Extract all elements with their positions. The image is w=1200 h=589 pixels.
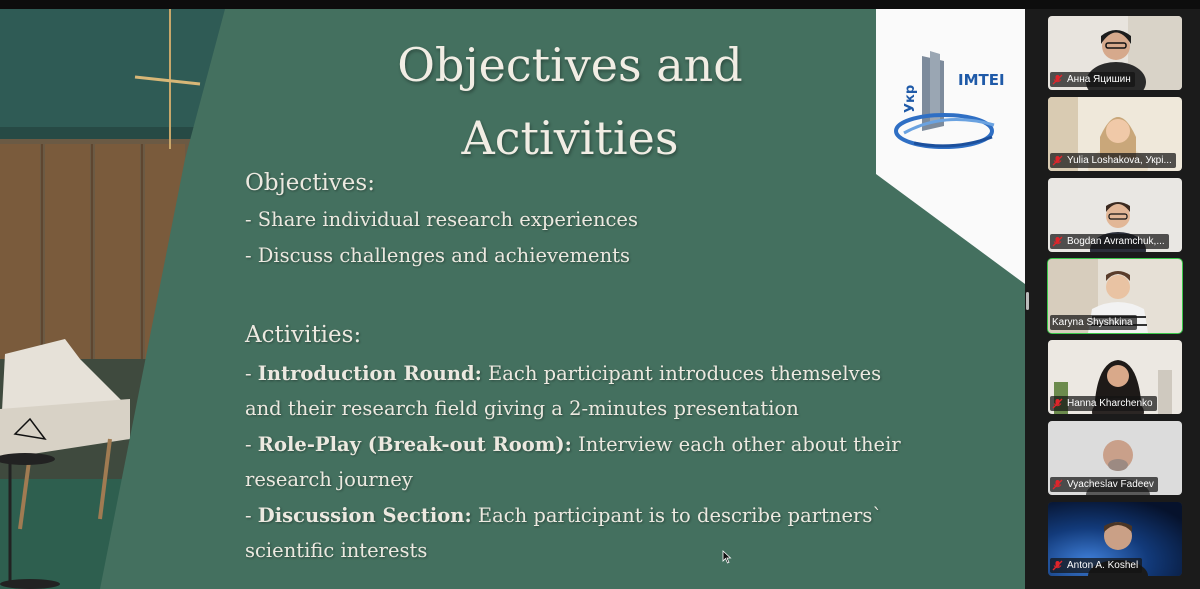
activity-bold-label: Role-Play (Break-out Room): bbox=[257, 433, 572, 456]
microphone-muted-icon bbox=[1052, 74, 1063, 85]
slide-title-line-1: Objectives and bbox=[397, 38, 743, 92]
activity-text: Each participant introduces themselves bbox=[481, 362, 882, 385]
participant-name-bar bbox=[1050, 396, 1157, 411]
activity-item bbox=[245, 362, 881, 385]
objective-item: - Share individual research experiences bbox=[245, 208, 638, 231]
microphone-muted-icon bbox=[1052, 236, 1063, 247]
participant-tile[interactable] bbox=[1048, 502, 1182, 576]
participant-name: Bogdan Avramchuk,... bbox=[1067, 236, 1165, 247]
participant-name: Анна Яцишин bbox=[1067, 74, 1131, 85]
participant-tile[interactable] bbox=[1048, 421, 1182, 495]
gallery-scrollbar[interactable] bbox=[1026, 292, 1029, 310]
bullet-dash: - bbox=[245, 504, 258, 527]
slide-title-line-2: Activities bbox=[461, 111, 679, 165]
activity-bold-label: Discussion Section: bbox=[257, 504, 472, 527]
participant-tile-active-speaker[interactable] bbox=[1048, 259, 1182, 333]
participant-name: Yulia Loshakova, Укрі... bbox=[1067, 155, 1172, 166]
window-top-bar bbox=[0, 0, 1200, 9]
participant-tile[interactable] bbox=[1048, 178, 1182, 252]
objectives-heading: Objectives: bbox=[245, 170, 375, 196]
participant-name-bar bbox=[1050, 234, 1169, 249]
activities-heading: Activities: bbox=[245, 322, 362, 348]
participant-name: Karyna Shyshkina bbox=[1052, 317, 1133, 328]
microphone-muted-icon bbox=[1052, 155, 1063, 166]
microphone-muted-icon bbox=[1052, 560, 1063, 571]
imtei-logo-icon bbox=[894, 51, 1014, 166]
activity-item bbox=[245, 433, 901, 456]
participant-name-bar bbox=[1050, 153, 1176, 168]
svg-text:Укр: Укр bbox=[903, 84, 918, 113]
microphone-muted-icon bbox=[1052, 479, 1063, 490]
bullet-dash: - bbox=[245, 362, 258, 385]
participant-name: Anton A. Koshel bbox=[1067, 560, 1139, 571]
shared-screen-slide bbox=[0, 9, 1025, 589]
activity-text: Each participant is to describe partners` bbox=[471, 504, 883, 527]
participant-tile[interactable] bbox=[1048, 16, 1182, 90]
mouse-cursor-icon bbox=[722, 550, 732, 564]
participant-name: Vyacheslav Fadeev bbox=[1067, 479, 1154, 490]
objective-item: - Discuss challenges and achievements bbox=[245, 244, 631, 267]
activity-continuation: research journey bbox=[245, 468, 413, 491]
participant-name-bar bbox=[1050, 72, 1135, 87]
activity-continuation: scientific interests bbox=[245, 539, 428, 562]
participant-tile[interactable] bbox=[1048, 97, 1182, 171]
activity-bold-label: Introduction Round: bbox=[257, 362, 482, 385]
activity-item bbox=[245, 504, 882, 527]
participant-name: Hanna Kharchenko bbox=[1067, 398, 1153, 409]
participant-name-bar bbox=[1050, 315, 1137, 330]
svg-text:ІМТЕІ: ІМТЕІ bbox=[958, 71, 1005, 89]
microphone-muted-icon bbox=[1052, 398, 1063, 409]
bullet-dash: - bbox=[245, 433, 258, 456]
activity-continuation: and their research field giving a 2-minutes presentation bbox=[245, 397, 799, 420]
participant-tile[interactable] bbox=[1048, 340, 1182, 414]
participant-name-bar bbox=[1050, 558, 1142, 573]
participant-name-bar bbox=[1050, 477, 1158, 492]
activity-text: Interview each other about their bbox=[571, 433, 901, 456]
